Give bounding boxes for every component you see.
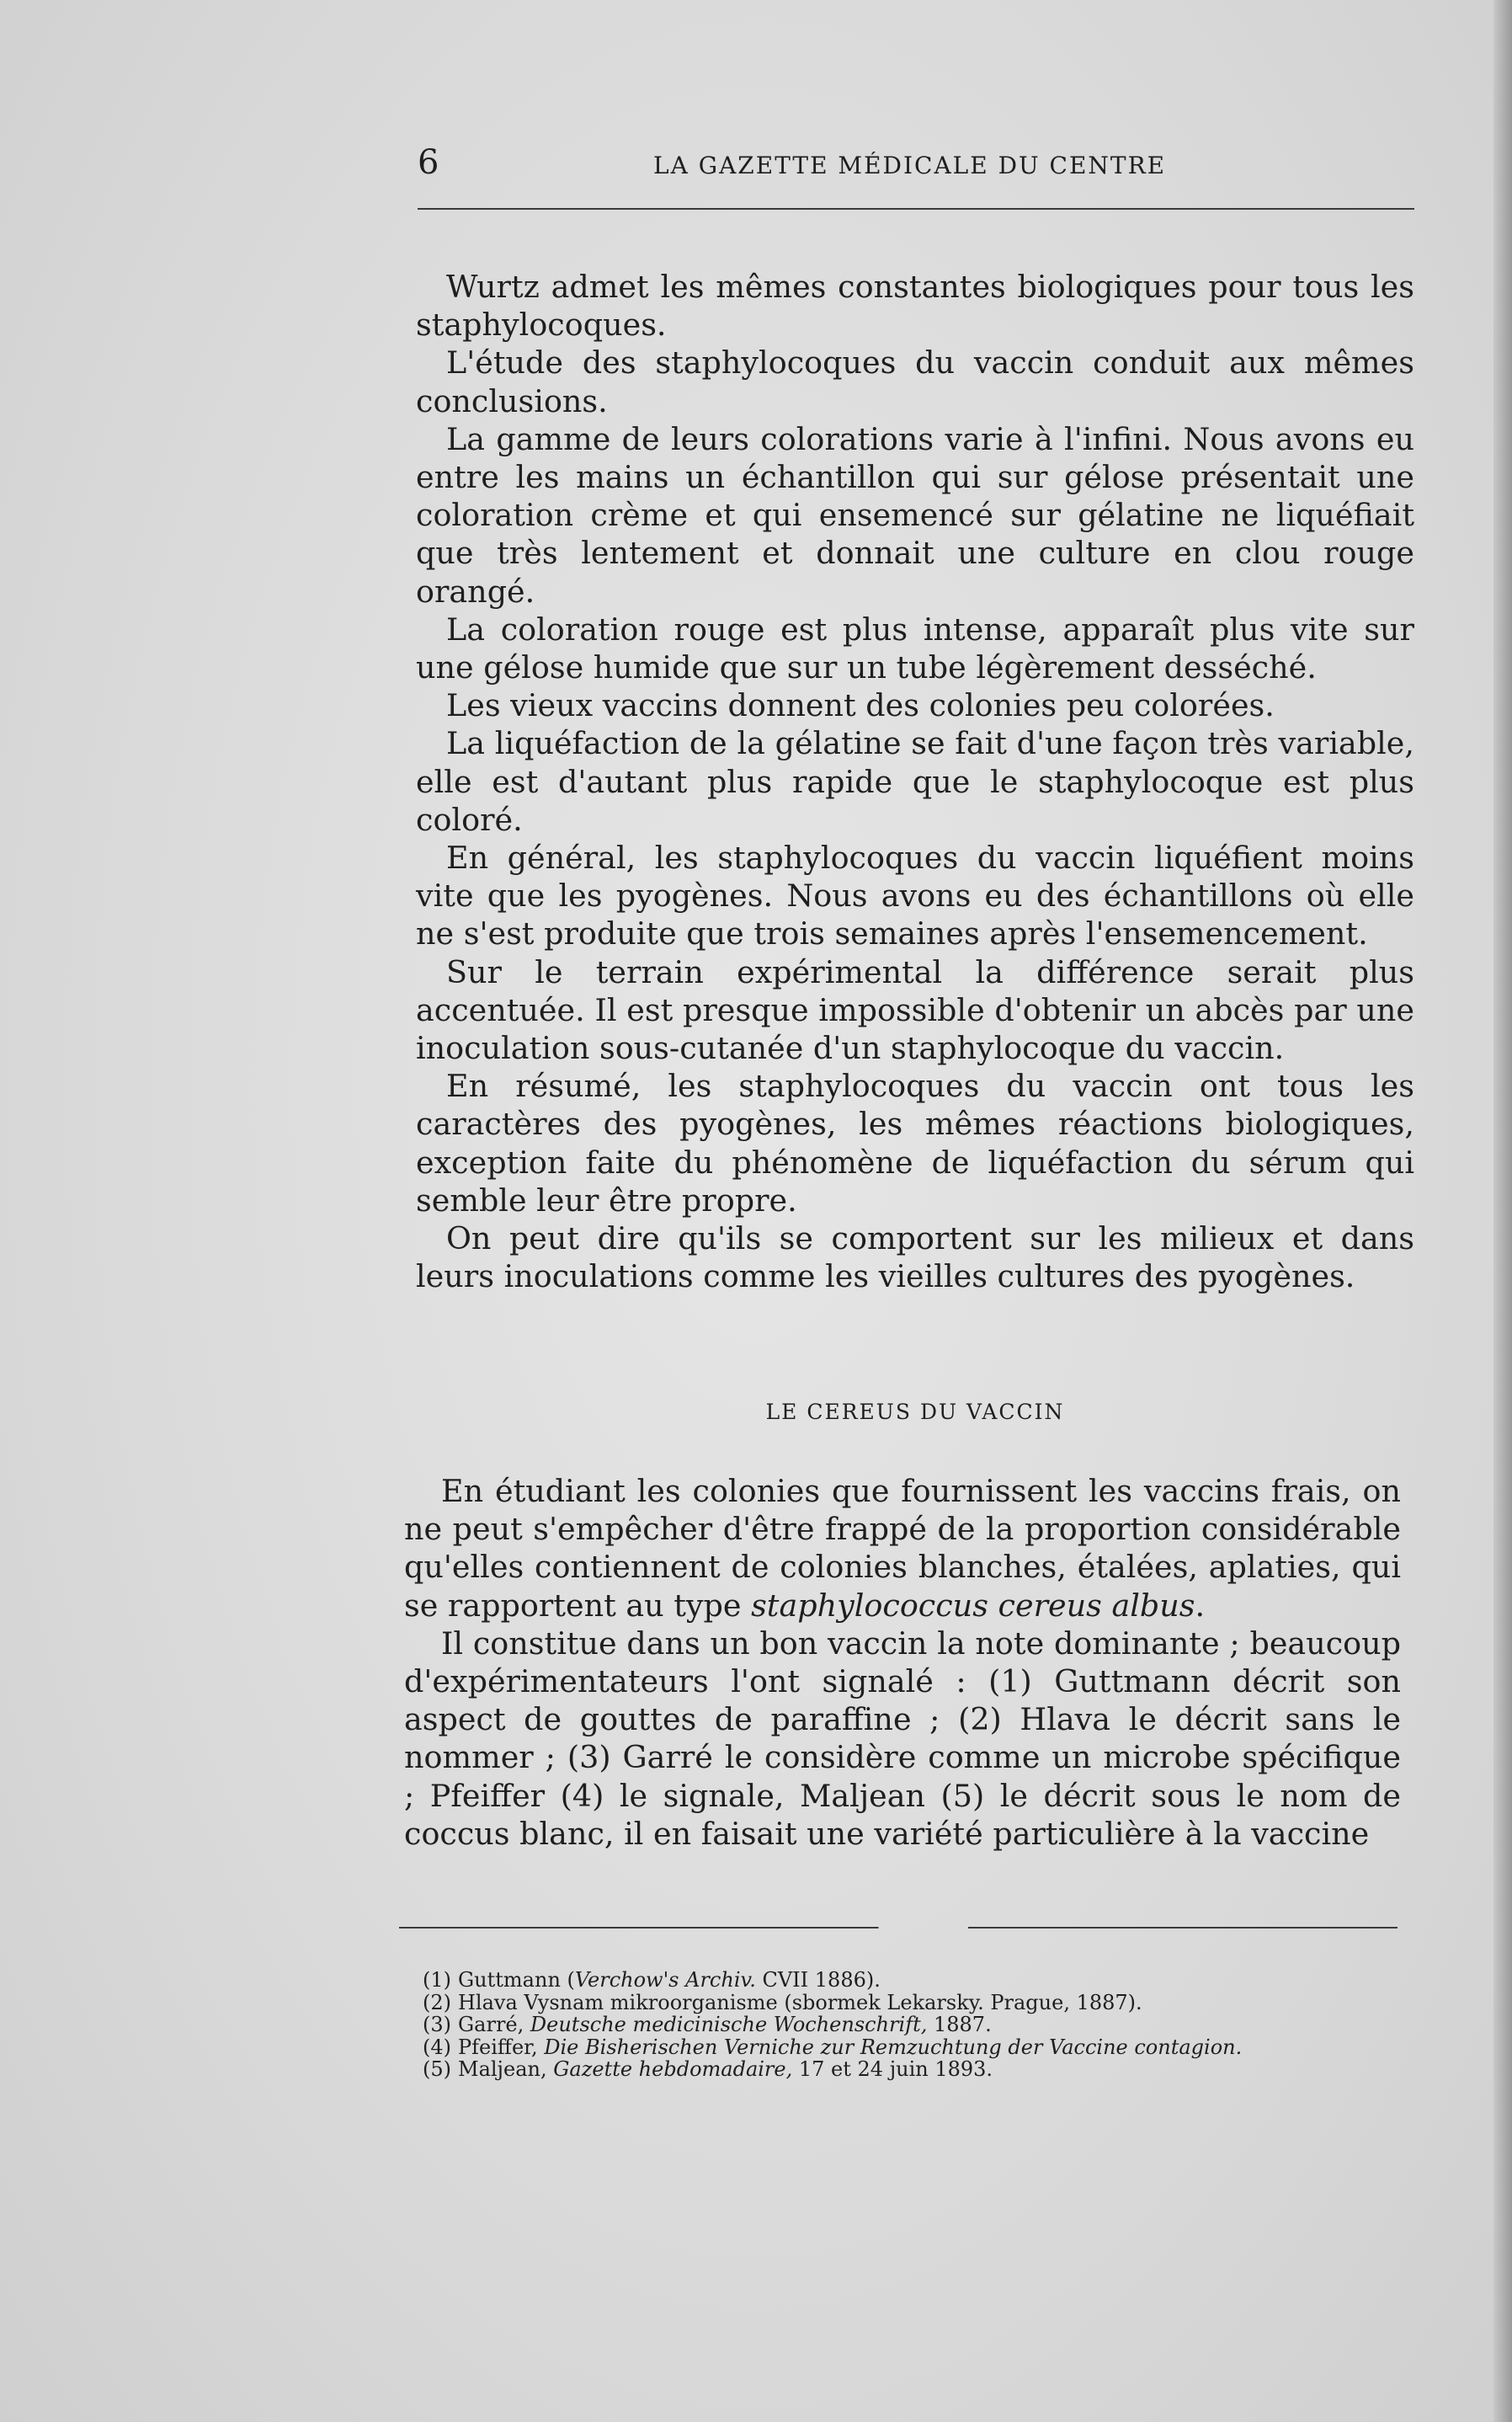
footnote-text: Garré, xyxy=(458,2013,530,2036)
paragraph-text: En étudiant les colonies que fournissent les vaccins frais, on ne peut s'empêcher d'être frappé de la proportion considérable qu'elles contiennent de colonies blanches, étalées, aplaties, qui se rapportent au type xyxy=(404,1473,1401,1624)
footnote-rule xyxy=(399,1927,1398,1929)
paragraph-text: . xyxy=(1195,1587,1206,1624)
footnote-4 xyxy=(423,2036,1399,2059)
footnote-text: 1887. xyxy=(927,2013,992,2036)
paragraph: On peut dire qu'ils se comportent sur les milieux et dans leurs inoculations comme les vieilles cultures des pyogènes. xyxy=(416,1220,1414,1295)
paragraph: Wurtz admet les mêmes constantes biologiques pour tous les staphylocoques. xyxy=(416,269,1414,344)
footnote-number: (1) xyxy=(423,1968,451,1992)
footnote-italic: Verchow's Archiv. xyxy=(574,1968,756,1992)
page-edge-shadow xyxy=(1493,0,1512,2422)
footnote-text: 17 et 24 juin 1893. xyxy=(792,2057,993,2081)
footnote-number: (3) xyxy=(423,2013,451,2036)
header-rule xyxy=(418,208,1414,210)
paragraph: Sur le terrain expérimental la différence serait plus accentuée. Il est presque impossible d'obtenir un abcès par une inoculation sous-cutanée d'un staphylocoque du vaccin. xyxy=(416,953,1414,1067)
footnote-text: Maljean, xyxy=(458,2057,554,2081)
footnote-1 xyxy=(423,1969,1399,1992)
footnote-2 xyxy=(423,1992,1399,2014)
footnote-text: Hlava Vysnam mikroorganisme (sbormek Lekarsky. Prague, 1887). xyxy=(458,1990,1142,2014)
paragraph: Les vieux vaccins donnent des colonies peu colorées. xyxy=(446,687,1275,724)
page-number: 6 xyxy=(418,143,439,182)
paragraph: Il constitue dans un bon vaccin la note dominante ; beaucoup d'expérimentateurs l'ont signalé : (1) Guttmann décrit son aspect de gouttes de paraffine ; (2) Hlava le décrit sans le nommer ; (3) Garré le considère comme un microbe spécifique ; Pfeiffer (4) le signale, Maljean (5) le décrit sous le nom de coccus blanc, il en faisait une variété particulière à la vaccine xyxy=(404,1624,1401,1852)
paragraph: L'étude des staphylocoques du vaccin conduit aux mêmes conclusions. xyxy=(416,344,1414,419)
footnote-3 xyxy=(423,2014,1399,2036)
footnote-text: Pfeiffer, xyxy=(458,2035,545,2059)
paragraph xyxy=(404,1472,1401,1624)
footnote-text: Guttmann ( xyxy=(458,1968,575,1992)
footnote-number: (5) xyxy=(423,2057,451,2081)
footnote-italic: Die Bisherischen Verniche zur Remzuchtung der Vaccine contagion. xyxy=(544,2035,1243,2059)
footnote-text: CVII 1886). xyxy=(755,1968,881,1992)
main-text xyxy=(416,268,1414,1295)
species-name: staphylococcus cereus albus xyxy=(751,1587,1195,1624)
paragraph: En général, les staphylocoques du vaccin liquéfient moins vite que les pyogènes. Nous avons eu des échantillons où elle ne s'est produite que trois semaines après l'ensemencement. xyxy=(416,840,1414,952)
paragraph: La gamme de leurs colorations varie à l'infini. Nous avons eu entre les mains un échantillon qui sur gélose présentait une coloration crème et qui ensemencé sur gélatine ne liquéfiait que très lentement et donnait une culture en clou rouge orangé. xyxy=(416,420,1414,610)
footnote-5 xyxy=(423,2058,1399,2081)
footnote-italic: Gazette hebdomadaire, xyxy=(553,2057,793,2081)
section-text xyxy=(404,1472,1401,1853)
running-title: LA GAZETTE MÉDICALE DU CENTRE xyxy=(653,152,1167,179)
footnote-number: (2) xyxy=(423,1990,451,2014)
footnotes xyxy=(423,1969,1399,2081)
paragraph: La coloration rouge est plus intense, apparaît plus vite sur une gélose humide que sur un tube légèrement desséché. xyxy=(416,611,1414,686)
paragraph: En résumé, les staphylocoques du vaccin ont tous les caractères des pyogènes, les mêmes réactions biologiques, exception faite du phénomène de liquéfaction du sérum qui semble leur être propre. xyxy=(416,1068,1414,1219)
footnote-italic: Deutsche medicinische Wochenschrift, xyxy=(530,2013,928,2036)
footnote-number: (4) xyxy=(423,2035,451,2059)
section-title: LE CEREUS DU VACCIN xyxy=(765,1400,1065,1424)
paragraph: La liquéfaction de la gélatine se fait d'une façon très variable, elle est d'autant plus rapide que le staphylocoque est plus coloré. xyxy=(416,725,1414,838)
page-header xyxy=(418,143,1414,185)
